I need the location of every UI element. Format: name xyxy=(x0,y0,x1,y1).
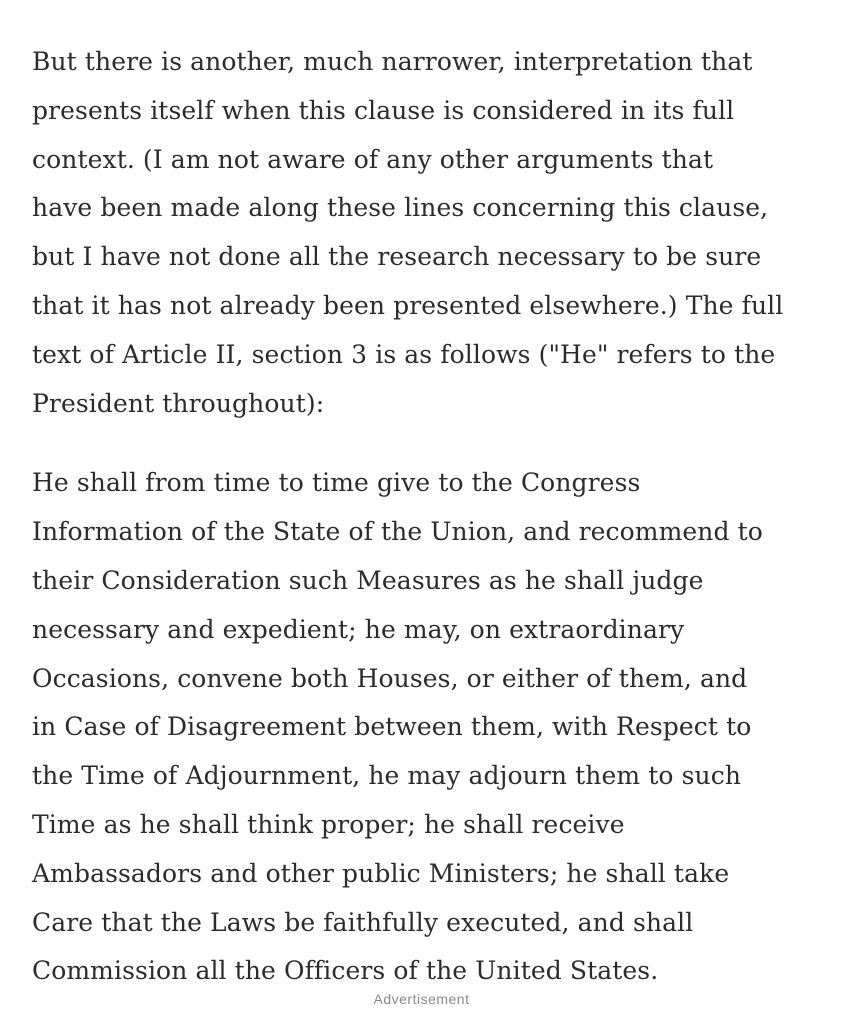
text-line: in Case of Disagreement between them, with Respect to xyxy=(32,712,752,742)
text-line: Care that the Laws be faithfully executed, and shall xyxy=(32,907,694,937)
text-line: Time as he shall think proper; he shall receive xyxy=(32,809,625,839)
text-line: President throughout): xyxy=(32,388,325,418)
text-line: Ambassadors and other public Ministers; he shall take xyxy=(32,858,730,888)
text-line: Occasions, convene both Houses, or either of them, and xyxy=(32,663,748,693)
article-body xyxy=(32,38,832,996)
advertisement-label: Advertisement xyxy=(373,991,470,1007)
text-line: necessary and expedient; he may, on extraordinary xyxy=(32,614,685,644)
text-line: their Consideration such Measures as he shall judge xyxy=(32,565,704,595)
text-line: presents itself when this clause is considered in its full xyxy=(32,95,735,125)
text-line: the Time of Adjournment, he may adjourn them to such xyxy=(32,761,742,791)
text-line: Information of the State of the Union, and recommend to xyxy=(32,517,763,547)
paragraph-interpretation xyxy=(32,38,832,428)
text-line: But there is another, much narrower, interpretation that xyxy=(32,47,753,76)
text-line: Commission all the Officers of the United States. xyxy=(32,956,659,986)
text-line: that it has not already been presented elsewhere.) The full xyxy=(32,290,784,320)
text-line: have been made along these lines concerning this clause, xyxy=(32,193,769,223)
text-line: context. (I am not aware of any other arguments that xyxy=(32,144,714,174)
paragraph-constitution-quote xyxy=(32,459,832,996)
text-line: but I have not done all the research necessary to be sure xyxy=(32,242,762,272)
text-line: He shall from time to time give to the Congress xyxy=(32,468,641,498)
text-line: text of Article II, section 3 is as follows ("He" refers to the xyxy=(32,339,776,369)
